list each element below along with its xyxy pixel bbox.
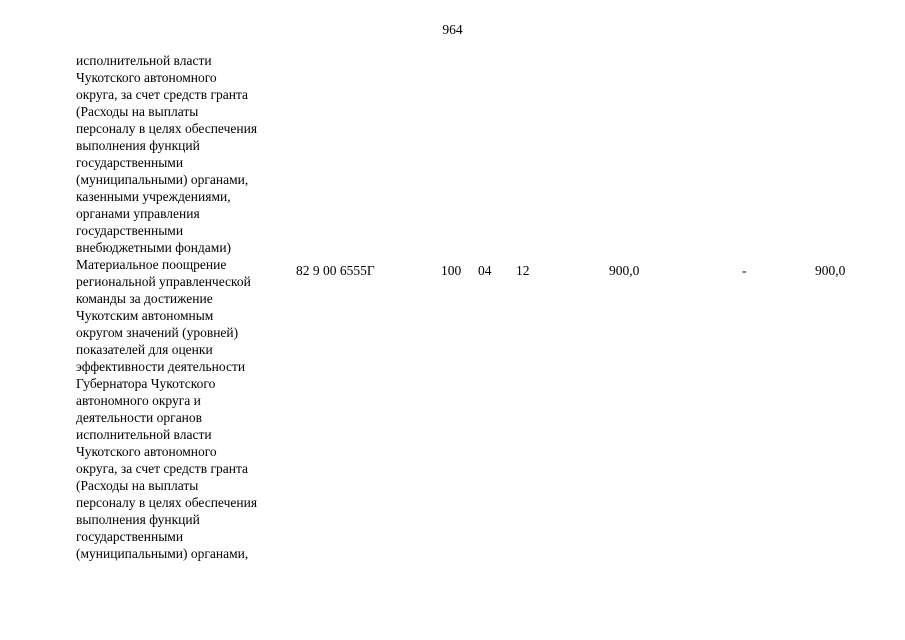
row-description-line: округа, за счет средств гранта	[76, 461, 249, 476]
target-article-code: 82 9 00 6555Г	[296, 263, 375, 278]
amount-cell: 900,0	[815, 263, 846, 278]
row-description-line: Чукотским автономным	[76, 308, 214, 323]
expense-type-code: 100	[441, 263, 462, 278]
row-description-line: округом значений (уровней)	[76, 325, 239, 340]
text-line: выполнения функций	[76, 138, 200, 153]
text-line: (муниципальными) органами,	[76, 172, 249, 187]
row-description-line: (муниципальными) органами,	[76, 546, 249, 561]
description-column	[76, 52, 291, 562]
row-description-line: региональной управленческой	[76, 274, 251, 289]
row-description-line: эффективности деятельности	[76, 359, 246, 374]
amount-cell: 900,0	[609, 263, 640, 278]
row-description-line: государственными	[76, 529, 184, 544]
amount-cell: -	[742, 263, 747, 278]
row-description-line: Чукотского автономного	[76, 444, 217, 459]
text-line: органами управления	[76, 206, 200, 221]
text-line: государственными	[76, 155, 184, 170]
text-line: персоналу в целях обеспечения	[76, 121, 258, 136]
section-code: 04	[478, 263, 492, 278]
page-number: 964	[442, 22, 463, 37]
subsection-code: 12	[516, 263, 530, 278]
text-line: Чукотского автономного	[76, 70, 217, 85]
text-line: округа, за счет средств гранта	[76, 87, 249, 102]
text-line: внебюджетными фондами)	[76, 240, 232, 255]
row-description-line: деятельности органов	[76, 410, 203, 425]
row-description-line: Губернатора Чукотского	[76, 376, 216, 391]
text-line: исполнительной власти	[76, 53, 212, 68]
row-description-line: исполнительной власти	[76, 427, 212, 442]
text-line: государственными	[76, 223, 184, 238]
row-description-line: Материальное поощрение	[76, 257, 227, 272]
row-description-line: команды за достижение	[76, 291, 213, 306]
row-description-line: выполнения функций	[76, 512, 200, 527]
text-line: (Расходы на выплаты	[76, 104, 199, 119]
text-line: казенными учреждениями,	[76, 189, 231, 204]
row-description-line: автономного округа и	[76, 393, 201, 408]
row-description-line: персоналу в целях обеспечения	[76, 495, 258, 510]
row-description-line: (Расходы на выплаты	[76, 478, 199, 493]
row-description-line: показателей для оценки	[76, 342, 213, 357]
